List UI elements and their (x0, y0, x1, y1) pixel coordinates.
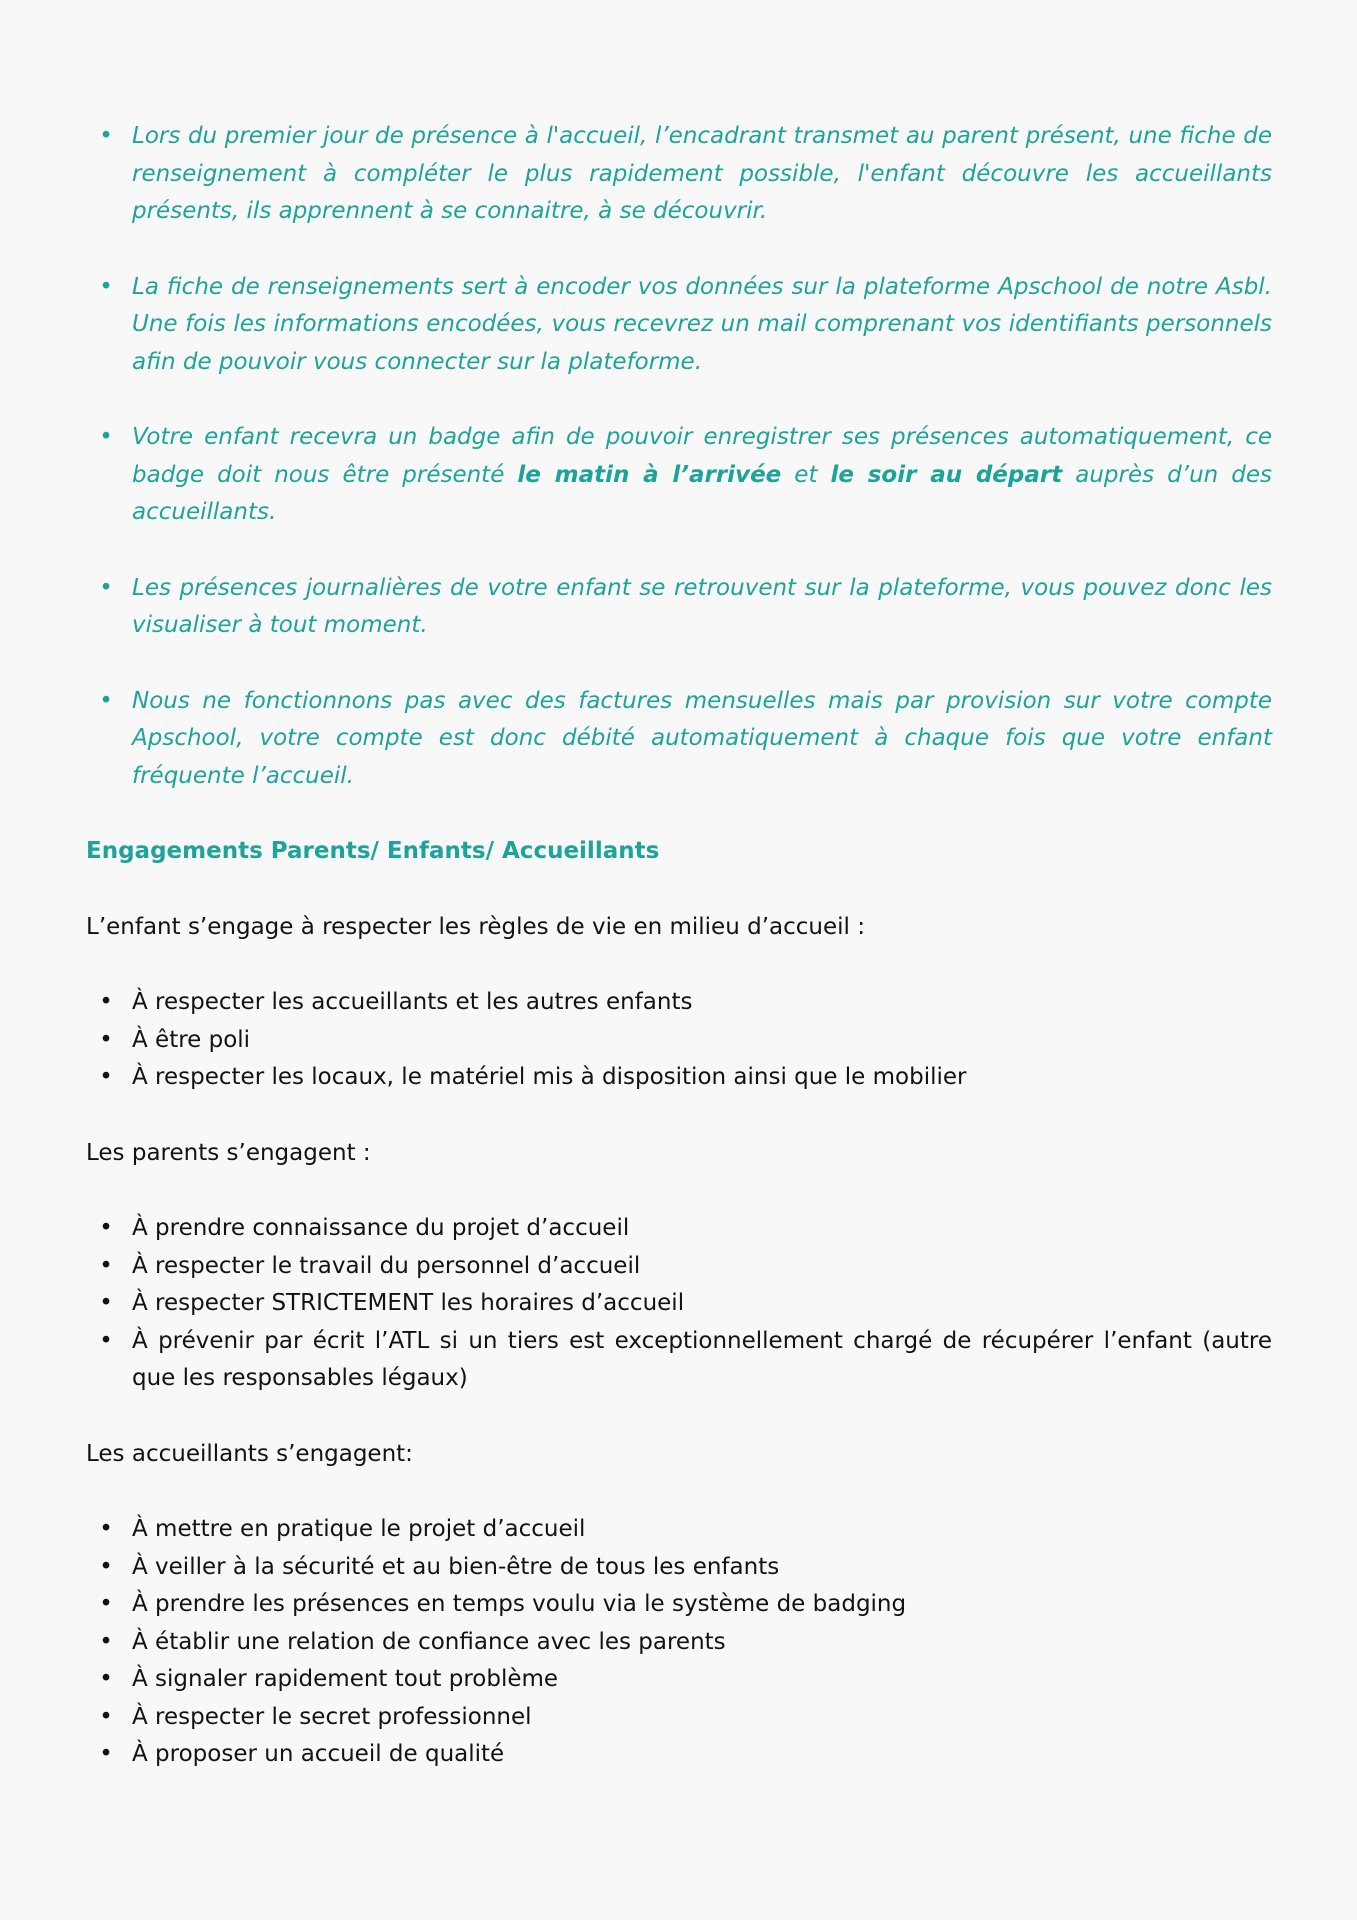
list-item-text: À respecter le secret professionnel (132, 1703, 532, 1730)
bullet-icon: • (99, 1741, 113, 1767)
list-item (86, 1549, 1272, 1587)
info-item-text-end: auprès d’un des accueillants. (132, 461, 1272, 525)
bullet-icon: • (99, 1064, 113, 1090)
info-item-text: Les présences journalières de votre enfant se retrouvent sur la plateforme, vous pouvez donc les visualiser à tout moment. (132, 574, 1272, 638)
list-item-text: À prendre les présences en temps voulu via le système de badging (132, 1591, 907, 1617)
bullet-icon: • (99, 424, 113, 450)
list-item-text: À prévenir par écrit l’ATL si un tiers est exceptionnellement chargé de récupérer l’enfant (autre que les responsables légaux) (132, 1327, 1272, 1391)
bullet-icon: • (99, 1628, 113, 1655)
bullet-icon: • (99, 1290, 113, 1316)
info-item-text: Nous ne fonctionnons pas avec des factures mensuelles mais par provision sur votre compte Apschool, votre compte est donc débité automatiquement à chaque fois que votre enfant fréquente l’accueil. (132, 687, 1272, 789)
info-item-billing (86, 683, 1272, 796)
list-item-text: À veiller à la sécurité et au bien-être de tous les enfants (132, 1553, 780, 1580)
list-item (86, 1059, 1272, 1097)
bullet-icon: • (99, 1703, 113, 1730)
list-item-text: À respecter le travail du personnel d’accueil (132, 1252, 641, 1279)
info-item-attendance (86, 570, 1272, 645)
bullet-icon: • (99, 123, 113, 149)
list-item-text: À prendre connaissance du projet d’accueil (132, 1215, 630, 1241)
list-item (86, 1323, 1272, 1398)
bullet-icon: • (99, 687, 113, 714)
info-item-text-start: Votre enfant recevra un badge afin de pouvoir enregistrer ses présences automatiquement, ce badge doit nous être présenté (132, 424, 1272, 488)
list-item-text: À signaler rapidement tout problème (132, 1666, 559, 1692)
list-item (86, 1511, 1272, 1549)
bullet-icon: • (99, 1026, 113, 1053)
bullet-icon: • (99, 1516, 113, 1542)
list-item (86, 984, 1272, 1022)
bullet-icon: • (99, 574, 113, 601)
info-item-text: La fiche de renseignements sert à encoder vos données sur la plateforme Apschool de notre Asbl. Une fois les informations encodées, vous recevrez un mail comprenant vos identifiants personnels afin de pouvoir vous connecter sur la plateforme. (132, 273, 1272, 375)
list-item (86, 1736, 1272, 1774)
list-item-text: À être poli (132, 1026, 251, 1053)
list-item (86, 1022, 1272, 1060)
bullet-icon: • (99, 1215, 113, 1241)
bullet-icon: • (99, 1666, 113, 1692)
info-item-first-day (86, 118, 1272, 231)
info-item-bold-morning: le matin à l’arrivée (517, 461, 782, 488)
parents-commitments-intro: Les parents s’engagent : (86, 1139, 371, 1166)
list-item-text: À proposer un accueil de qualité (132, 1741, 505, 1767)
list-item-text: À respecter les locaux, le matériel mis à disposition ainsi que le mobilier (132, 1064, 967, 1090)
section-title: Engagements Parents/ Enfants/ Accueillants (86, 838, 660, 864)
list-item-text: À mettre en pratique le projet d’accueil (132, 1516, 586, 1542)
list-item (86, 1285, 1272, 1323)
list-item (86, 1248, 1272, 1286)
parents-commitments-list (86, 1210, 1272, 1398)
list-item (86, 1699, 1272, 1737)
bullet-icon: • (99, 1327, 113, 1354)
bullet-icon: • (99, 273, 113, 300)
list-item (86, 1624, 1272, 1662)
bullet-icon: • (99, 1591, 113, 1617)
child-commitments-intro: L’enfant s’engage à respecter les règles de vie en milieu d’accueil : (86, 913, 865, 940)
info-item-registration-form (86, 269, 1272, 382)
info-item-badge (86, 419, 1272, 532)
info-item-bold-evening: le soir au départ (830, 461, 1063, 488)
bullet-icon: • (99, 1553, 113, 1580)
list-item-text: À respecter STRICTEMENT les horaires d’accueil (132, 1290, 685, 1316)
child-commitments-list (86, 984, 1272, 1097)
list-item-text: À respecter les accueillants et les autres enfants (132, 989, 693, 1015)
info-item-text-middle: et (781, 461, 831, 488)
bullet-icon: • (99, 989, 113, 1015)
list-item (86, 1586, 1272, 1624)
info-list (86, 118, 1272, 795)
info-item-text: Lors du premier jour de présence à l'accueil, l’encadrant transmet au parent présent, une fiche de renseignement à compléter le plus rapidement possible, l'enfant découvre les accueillants présents, ils apprennent à se connaitre, à se découvrir. (132, 123, 1272, 224)
list-item-text: À établir une relation de confiance avec les parents (132, 1628, 726, 1655)
document-content (86, 118, 1272, 1774)
list-item (86, 1661, 1272, 1699)
staff-commitments-list (86, 1511, 1272, 1774)
list-item (86, 1210, 1272, 1248)
bullet-icon: • (99, 1252, 113, 1279)
staff-commitments-intro: Les accueillants s’engagent: (86, 1440, 413, 1467)
